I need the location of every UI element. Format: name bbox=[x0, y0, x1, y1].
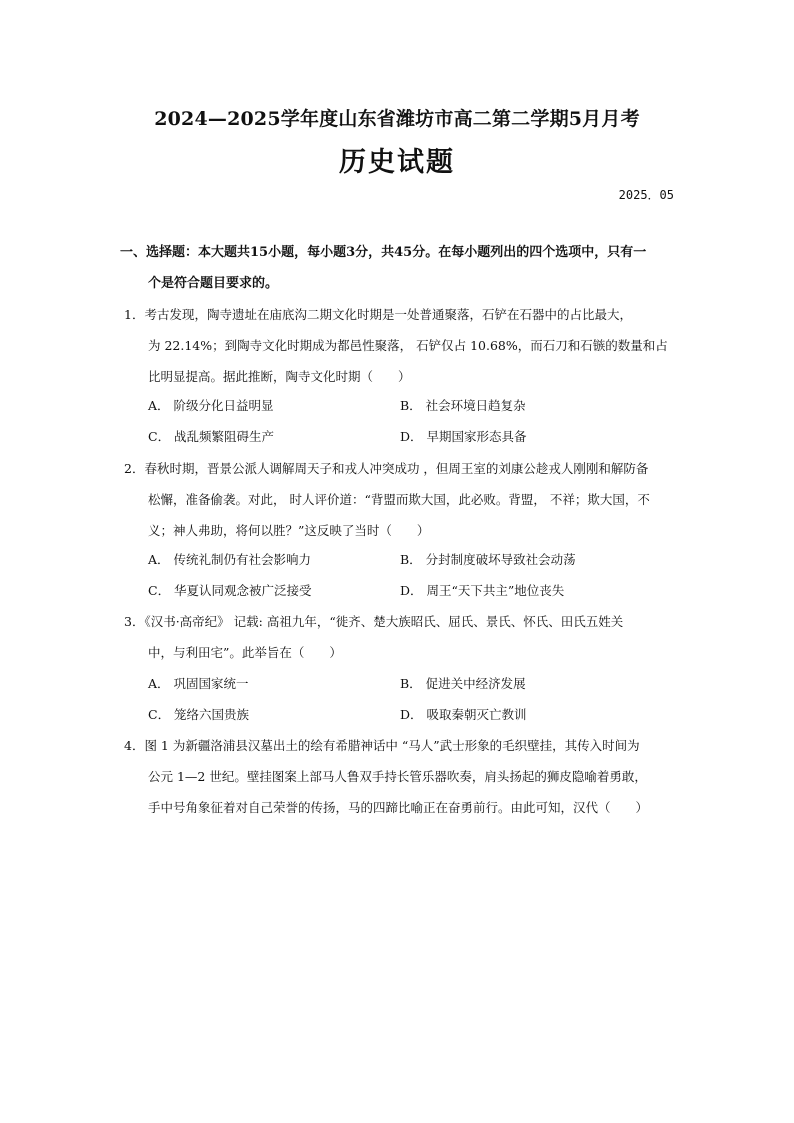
question-4-line-2: 公元 1—2 世纪。壁挂图案上部马人鲁双手持长管乐器吹奏，肩头扬起的狮皮隐喻着勇敢， bbox=[148, 769, 647, 784]
section-line-2: 个是符合题目要求的。 bbox=[148, 276, 279, 291]
option-b: B． 社会环境日趋复杂 bbox=[400, 398, 526, 413]
question-3-options bbox=[148, 668, 668, 730]
section-instructions bbox=[120, 237, 678, 299]
question-2-line-1: 2．春秋时期，晋景公派人调解周天子和戎人冲突成功 ，但周王室的刘康公趁戎人刚刚和解防备 bbox=[124, 461, 649, 476]
question-2 bbox=[124, 453, 680, 546]
question-3 bbox=[124, 606, 680, 668]
question-3-line-1: 3．《汉书·高帝纪》 记载: 高祖九年，“徙齐、楚大族昭氏、屈氏、景氏、怀氏、田氏五姓关 bbox=[124, 614, 624, 629]
exam-date: 2025．05 bbox=[618, 188, 674, 202]
option-b: B． 分封制度破坏导致社会动荡 bbox=[400, 552, 576, 567]
option-a: A． 阶级分化日益明显 bbox=[148, 398, 274, 413]
option-b: B． 促进关中经济发展 bbox=[400, 676, 526, 691]
question-1-line-3: 比明显提高。据此推断，陶寺文化时期（ ） bbox=[148, 369, 411, 384]
question-2-line-3: 义；神人弗助，将何以胜？”这反映了当时（ ） bbox=[148, 523, 430, 538]
question-1-line-1: 1．考古发现，陶寺遗址在庙底沟二期文化时期是一处普通聚落，石铲在石器中的占比最大， bbox=[124, 307, 632, 322]
question-1-line-2: 为 22.14%；到陶寺文化时期成为都邑性聚落， 石铲仅占 10.68%，而石刀和石镞的数量和占 bbox=[148, 338, 668, 353]
option-a: A． 巩固国家统一 bbox=[148, 676, 249, 691]
question-4-line-1: 4．图 1 为新疆洛浦县汉墓出土的绘有希腊神话中 “马人”武士形象的毛织壁挂，其传入时间为 bbox=[124, 738, 640, 753]
option-d: D． 周王“天下共主”地位丧失 bbox=[400, 583, 565, 598]
option-c: C． 笼络六国贵族 bbox=[148, 707, 250, 722]
exam-subject: 历史试题 bbox=[339, 147, 455, 178]
question-4 bbox=[124, 730, 680, 823]
option-d: D． 吸取秦朝灭亡教训 bbox=[400, 707, 527, 722]
option-c: C． 战乱频繁阻碍生产 bbox=[148, 429, 275, 444]
question-2-options bbox=[148, 544, 668, 606]
question-4-line-3: 手中号角象征着对自己荣誉的传扬，马的四蹄比喻正在奋勇前行。由此可知，汉代（ ） bbox=[148, 800, 649, 815]
question-1-options bbox=[148, 390, 668, 452]
exam-title: 2024—2025学年度山东省潍坊市高二第二学期5月月考 bbox=[154, 108, 640, 130]
question-2-line-2: 松懈，准备偷袭。对此， 时人评价道：“背盟而欺大国，此必败。背盟， 不祥；欺大国，不 bbox=[148, 492, 650, 507]
option-d: D． 早期国家形态具备 bbox=[400, 429, 527, 444]
question-3-line-2: 中，与利田宅”。此举旨在（ ） bbox=[148, 645, 342, 660]
option-c: C． 华夏认同观念被广泛接受 bbox=[148, 583, 312, 598]
option-a: A． 传统礼制仍有社会影响力 bbox=[148, 552, 312, 567]
question-1 bbox=[124, 299, 680, 392]
section-line-1: 一、选择题：本大题共15小题，每小题3分，共45分。在每小题列出的四个选项中，只有一 bbox=[120, 245, 647, 260]
